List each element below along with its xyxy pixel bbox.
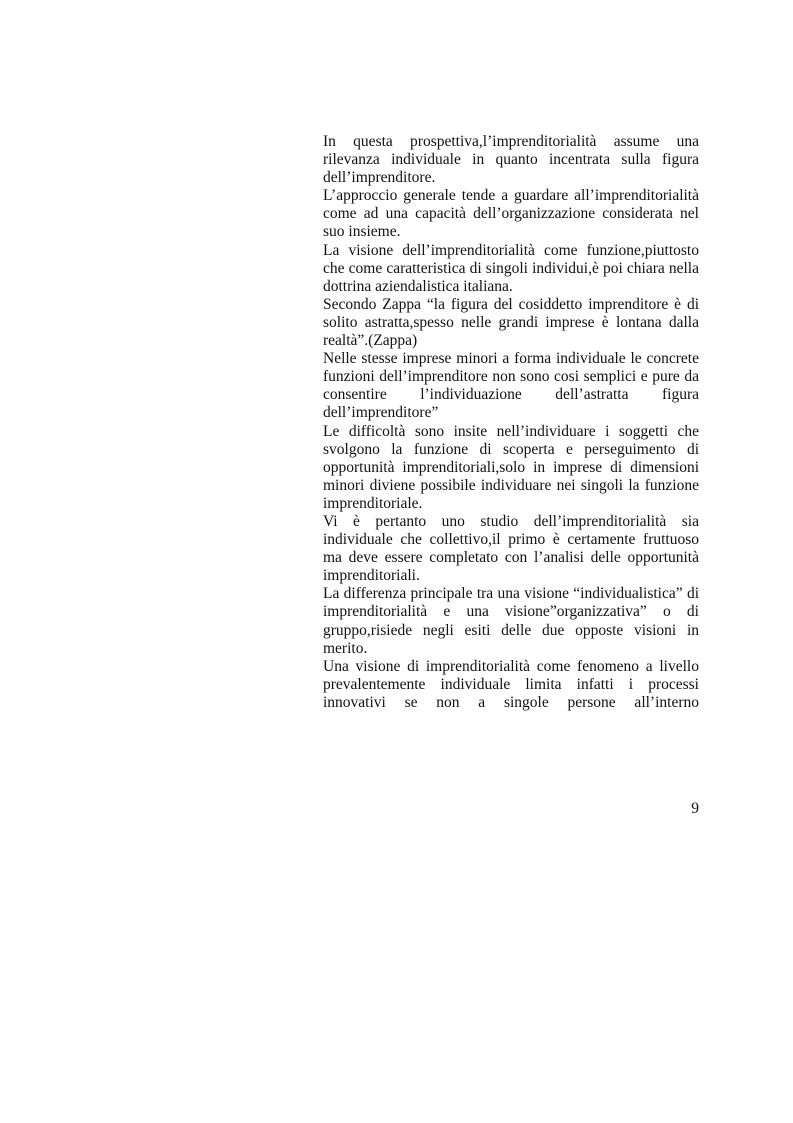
body-text [323, 133, 699, 712]
paragraph: Nelle stesse imprese minori a forma individuale le concrete funzioni dell’imprenditore non sono cosi semplici e pure da consentire l’individuazione dell’astratta figura dell’imprenditore” [323, 350, 699, 422]
paragraph: La visione dell’imprenditorialità come funzione,piuttosto che come caratteristica di singoli individui,è poi chiara nella dottrina aziendalistica italiana. [323, 241, 699, 295]
paragraph: L’approccio generale tende a guardare all’imprenditorialità come ad una capacità dell’organizzazione considerata nel suo insieme. [323, 187, 699, 241]
paragraph: Una visione di imprenditorialità come fenomeno a livello prevalentemente individuale limita infatti i processi innovativi se non a singole persone all’interno [323, 657, 699, 711]
paragraph: Vi è pertanto uno studio dell’imprenditorialità sia individuale che collettivo,il primo è certamente fruttuoso ma deve essere completato con l’analisi delle opportunità imprenditoriali. [323, 512, 699, 585]
paragraph: La differenza principale tra una visione “individualistica” di imprenditorialità e una visione”organizzativa” o di gruppo,risiede negli esiti delle due opposte visioni in merito. [323, 585, 699, 657]
paragraph: Secondo Zappa “la figura del cosiddetto imprenditore è di solito astratta,spesso nelle grandi imprese è lontana dalla realtà”.(Zappa) [323, 295, 699, 350]
paragraph: Le difficoltà sono insite nell’individuare i soggetti che svolgono la funzione di scoperta e perseguimento di opportunità imprenditoriali,solo in imprese di dimensioni minori diviene possibile individuare nei singoli la funzione imprenditoriale. [323, 422, 699, 512]
paragraph: In questa prospettiva,l’imprenditorialità assume una rilevanza individuale in quanto incentrata sulla figura dell’imprenditore. [323, 133, 699, 187]
page-number: 9 [691, 800, 699, 817]
